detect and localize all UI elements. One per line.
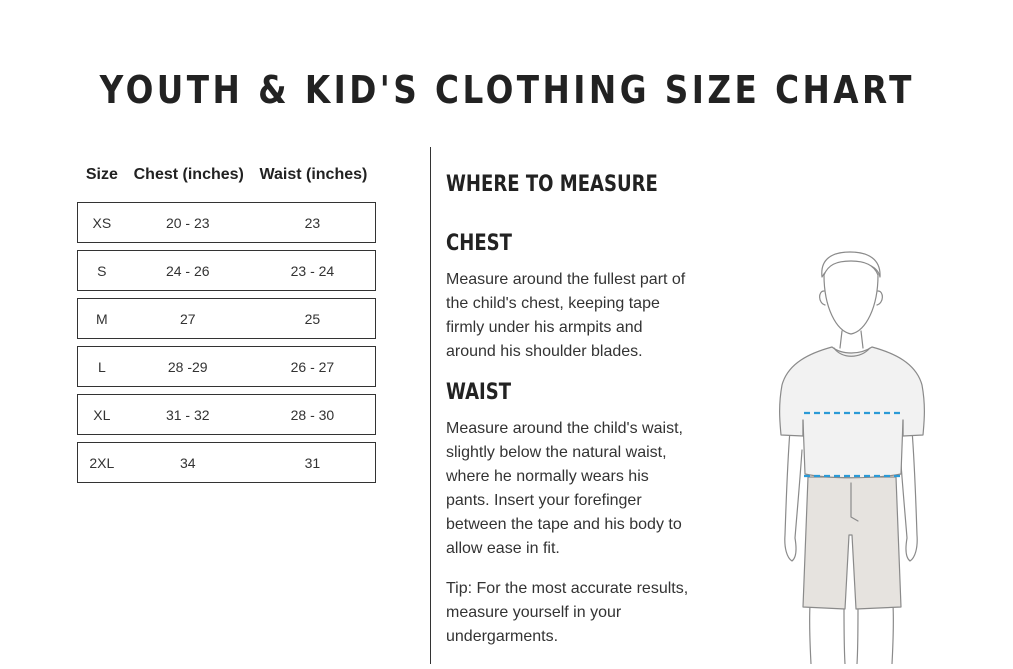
cell-waist: 25 xyxy=(304,310,321,327)
table-row xyxy=(77,442,376,483)
waist-line: slightly below the natural waist, xyxy=(446,444,667,461)
waist-line: pants. Insert your forefinger xyxy=(446,492,642,509)
chest-line: Measure around the fullest part of xyxy=(446,271,686,288)
cell-waist: 28 - 30 xyxy=(290,406,335,423)
cell-size: XS xyxy=(92,214,112,231)
cell-size: S xyxy=(97,262,107,279)
cell-size: 2XL xyxy=(89,454,115,471)
chest-line: the child's chest, keeping tape xyxy=(446,295,660,312)
cell-waist: 26 - 27 xyxy=(290,358,335,375)
waist-line: between the tape and his body to xyxy=(446,516,682,533)
cell-chest: 20 - 23 xyxy=(165,214,210,231)
table-row xyxy=(77,346,376,387)
table-row xyxy=(77,250,376,291)
cell-chest: 27 xyxy=(179,310,196,327)
cell-chest: 24 - 26 xyxy=(165,262,210,279)
table-row xyxy=(77,394,376,435)
cell-chest: 28 -29 xyxy=(167,358,208,375)
cell-size: L xyxy=(97,358,106,375)
tip-line: Tip: For the most accurate results, xyxy=(446,580,689,597)
tip-line: measure yourself in your xyxy=(446,604,622,621)
waist-line: Measure around the child's waist, xyxy=(446,420,683,437)
waist-line: where he normally wears his xyxy=(446,468,649,485)
waist-heading: WAIST xyxy=(446,380,512,405)
page-title: YOUTH & KID'S CLOTHING SIZE CHART xyxy=(99,68,915,112)
child-figure-illustration xyxy=(770,245,940,664)
chest-instructions xyxy=(446,268,696,364)
header-waist: Waist (inches) xyxy=(259,166,368,183)
header-chest: Chest (inches) xyxy=(133,166,244,183)
table-row xyxy=(77,202,376,243)
chest-heading: CHEST xyxy=(446,231,512,256)
tip-text xyxy=(446,577,696,649)
child-figure-icon xyxy=(770,245,940,664)
table-row xyxy=(77,298,376,339)
waist-instructions xyxy=(446,417,696,561)
tip-line: undergarments. xyxy=(446,628,559,645)
table-header xyxy=(77,160,376,190)
cell-chest: 31 - 32 xyxy=(165,406,210,423)
waist-line: allow ease in fit. xyxy=(446,540,560,557)
measure-instructions xyxy=(446,172,696,649)
chest-line: firmly under his armpits and xyxy=(446,319,643,336)
cell-waist: 31 xyxy=(304,454,321,471)
cell-waist: 23 - 24 xyxy=(290,262,335,279)
cell-size: XL xyxy=(93,406,111,423)
cell-waist: 23 xyxy=(304,214,321,231)
size-chart-table xyxy=(77,160,376,483)
section-divider xyxy=(430,147,431,664)
cell-chest: 34 xyxy=(179,454,196,471)
where-to-measure-heading: WHERE TO MEASURE xyxy=(446,172,658,197)
cell-size: M xyxy=(96,310,108,327)
chest-line: around his shoulder blades. xyxy=(446,343,643,360)
header-size: Size xyxy=(85,166,118,183)
